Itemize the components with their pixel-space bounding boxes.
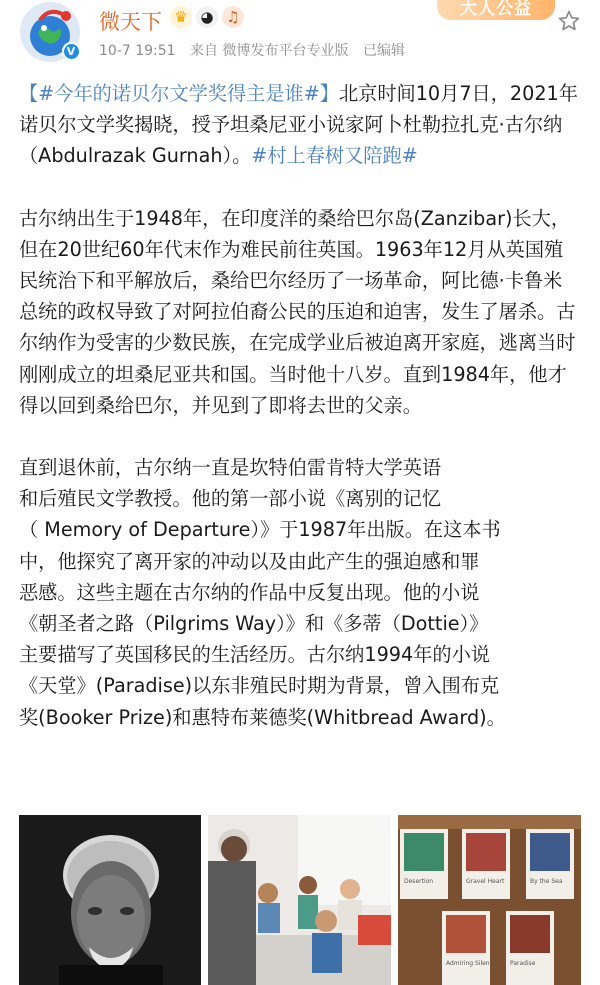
- career-line: 《朝圣者之路（Pilgrims Way）》和《多蒂（Dottie）》: [19, 612, 489, 636]
- crown-badge-icon[interactable]: ♛: [170, 6, 192, 28]
- post-header: [0, 0, 600, 70]
- edited-label[interactable]: 已编辑: [362, 43, 405, 59]
- star-icon[interactable]: [556, 8, 582, 34]
- post-paragraph-career: [19, 452, 581, 733]
- book-title: Admiring Silence: [446, 960, 497, 967]
- post-content: [19, 78, 581, 733]
- book-title: By the Sea: [530, 878, 563, 885]
- career-line: 《天堂》(Paradise)以东非殖民时期为背景，曾入围布克: [19, 674, 500, 698]
- career-line: 中，他探究了离开家的冲动以及由此产生的强迫感和罪: [19, 549, 480, 573]
- hashtag-nobel[interactable]: 【#今年的诺贝尔文学奖得主是谁#】: [19, 82, 339, 105]
- intro-text: 北京时间10月7日，2021年诺贝尔文学奖揭晓，授予坦桑尼亚小说家阿卜杜勒拉扎克·古尔纳（Abdulrazak Gurnah）。: [19, 82, 578, 168]
- user-badges: [170, 6, 244, 28]
- image-books-display[interactable]: [398, 815, 581, 985]
- verified-v-icon: V: [64, 44, 79, 59]
- charity-promo-banner[interactable]: 大人公益: [437, 0, 555, 20]
- career-line: 和后殖民文学教授。他的第一部小说《离别的记忆: [19, 487, 442, 511]
- career-line: 恶感。这些主题在古尔纳的作品中反复出现。他的小说: [19, 580, 480, 604]
- verified-badge: [62, 42, 80, 60]
- guitar-badge-icon[interactable]: ♫: [222, 6, 244, 28]
- post-paragraph-intro: [19, 78, 581, 172]
- post-time: 10-7 19:51: [99, 43, 176, 59]
- career-line: （ Memory of Departure）》于1987年出版。在这本书: [19, 518, 501, 542]
- username[interactable]: 微天下: [99, 10, 162, 34]
- hashtag-murakami[interactable]: #村上春树又陪跑#: [251, 144, 418, 168]
- book-title: Gravel Heart: [466, 878, 505, 885]
- post-meta: [99, 40, 415, 60]
- post-paragraph-biography: 古尔纳出生于1948年，在印度洋的桑给巴尔岛(Zanzibar)长大，但在20世纪60年代末作为难民前往英国。1963年12月从英国殖民统治下和平解放后，桑给巴尔经历了一场革命，阿比德·卡鲁米总统的政权导致了对阿拉伯裔公民的压迫和迫害，发生了屠杀。古尔纳作为受害的少数民族，在完成学业后被迫离开家庭，逃离当时刚刚成立的坦桑尼亚共和国。当时他十八岁。直到1984年，他才得以回到桑给巴尔，并见到了即将去世的父亲。: [19, 206, 576, 417]
- image-lecture-room[interactable]: [208, 815, 391, 985]
- career-line: 主要描写了英国移民的生活经历。古尔纳1994年的小说: [19, 643, 490, 667]
- career-line: 直到退休前，古尔纳一直是坎特伯雷肯特大学英语: [19, 456, 442, 480]
- panda-badge-icon[interactable]: ◕: [196, 6, 218, 28]
- book-title: Paradise: [510, 960, 536, 967]
- image-author-portrait[interactable]: [19, 815, 201, 985]
- post-image-grid: [19, 815, 581, 985]
- book-title: Desertion: [404, 878, 434, 885]
- career-line: 奖(Booker Prize)和惠特布莱德奖(Whitbread Award)。: [19, 705, 506, 729]
- post-source[interactable]: 来自 微博发布平台专业版: [190, 43, 349, 59]
